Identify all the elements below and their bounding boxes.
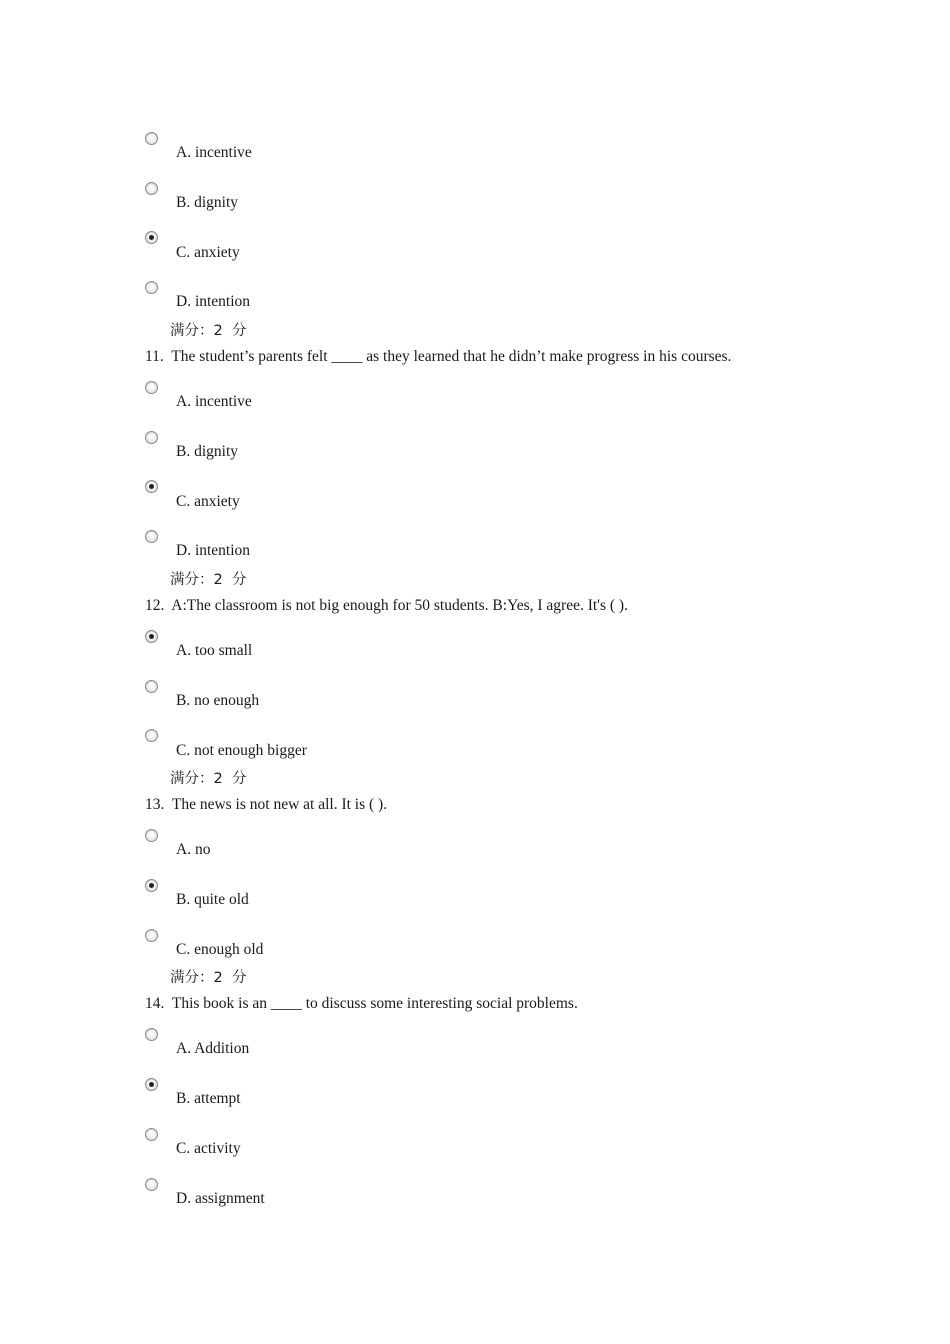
q12-option-a-radio[interactable] <box>145 630 158 643</box>
q13-question-text: 13. The news is not new at all. It is ( ). <box>145 796 388 813</box>
q10-option-c-label: C. anxiety <box>176 244 240 261</box>
q13-option-b-radio[interactable] <box>145 879 158 892</box>
q14-option-c-radio[interactable] <box>145 1128 158 1141</box>
q11-option-d-radio[interactable] <box>145 530 158 543</box>
q10-option-d-label: D. intention <box>176 293 251 310</box>
q12-score: 满分：2 分 <box>170 771 247 787</box>
q10-option-a-radio[interactable] <box>145 132 158 145</box>
q12-option-c-label: C. not enough bigger <box>176 742 307 759</box>
q11-question-text: 11. The student’s parents felt ____ as they learned that he didn’t make progress in his courses. <box>145 348 732 365</box>
q13-option-a-label: A. no <box>176 841 211 858</box>
q11-option-a-radio[interactable] <box>145 381 158 394</box>
q12-option-c-radio[interactable] <box>145 729 158 742</box>
q11-option-b-label: B. dignity <box>176 443 239 460</box>
q12-option-b-radio[interactable] <box>145 680 158 693</box>
q10-option-d-radio[interactable] <box>145 281 158 294</box>
q12-question-text: 12. A:The classroom is not big enough for 50 students. B:Yes, I agree. It's ( ). <box>145 597 628 614</box>
q11-option-d-label: D. intention <box>176 542 251 559</box>
q10-option-b-radio[interactable] <box>145 182 158 195</box>
q14-question-text: 14. This book is an ____ to discuss some interesting social problems. <box>145 995 578 1012</box>
q11-option-c-label: C. anxiety <box>176 493 240 510</box>
q13-score: 满分：2 分 <box>170 970 247 986</box>
q11-option-c-radio[interactable] <box>145 480 158 493</box>
q12-option-b-label: B. no enough <box>176 692 260 709</box>
q10-score: 满分：2 分 <box>170 323 247 339</box>
q12-option-a-label: A. too small <box>176 642 253 659</box>
q13-option-b-label: B. quite old <box>176 891 249 908</box>
q14-option-a-radio[interactable] <box>145 1028 158 1041</box>
q14-option-a-label: A. Addition <box>176 1040 250 1057</box>
q10-option-c-radio[interactable] <box>145 231 158 244</box>
q13-option-c-label: C. enough old <box>176 941 264 958</box>
q14-option-b-label: B. attempt <box>176 1090 241 1107</box>
q14-option-d-label: D. assignment <box>176 1190 265 1207</box>
q10-option-a-label: A. incentive <box>176 144 252 161</box>
q11-score: 满分：2 分 <box>170 572 247 588</box>
q14-option-d-radio[interactable] <box>145 1178 158 1191</box>
q14-option-b-radio[interactable] <box>145 1078 158 1091</box>
q11-option-b-radio[interactable] <box>145 431 158 444</box>
q10-option-b-label: B. dignity <box>176 194 239 211</box>
q13-option-a-radio[interactable] <box>145 829 158 842</box>
q14-option-c-label: C. activity <box>176 1140 241 1157</box>
q13-option-c-radio[interactable] <box>145 929 158 942</box>
q11-option-a-label: A. incentive <box>176 393 252 410</box>
